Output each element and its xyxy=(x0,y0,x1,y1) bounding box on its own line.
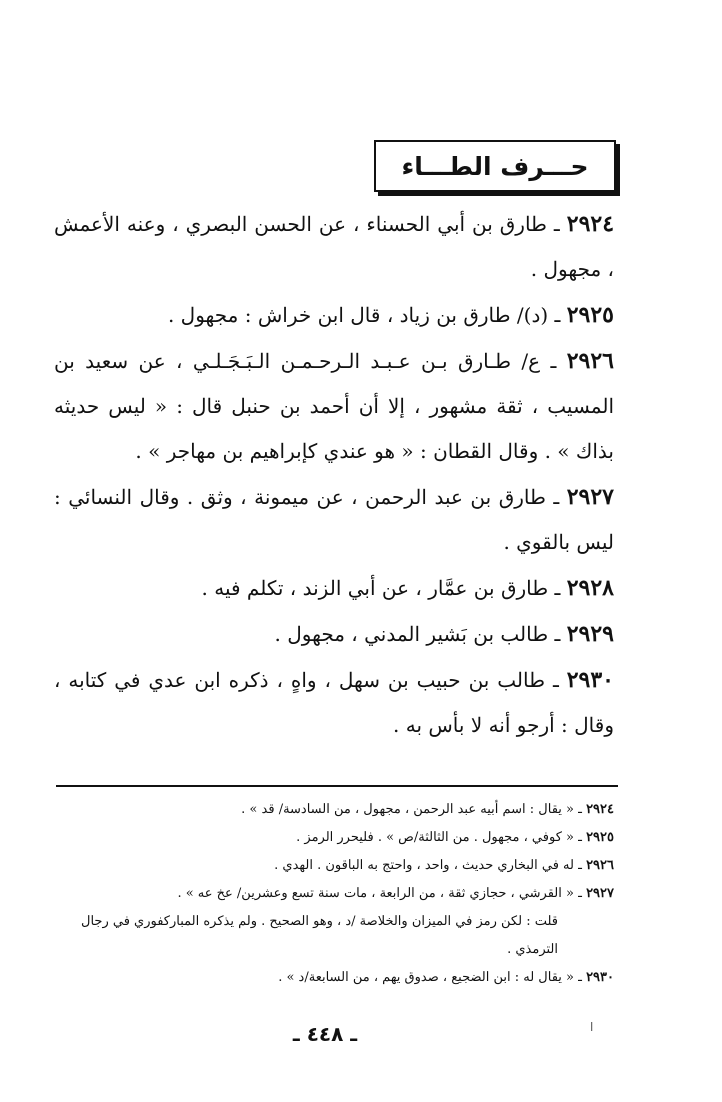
entry-text: ـ ع/ طـارق بـن عـبـد الـرحـمـن الـبَـجَـلـي ، عن سعيد بن المسيب ، ثقة مشهور ، إلا أن أحمد بن حنبل قال : « ليس حديثه بذاك » . وقال القطان : « هو عندي كإبراهيم بن مهاجر » . xyxy=(54,349,614,463)
entry xyxy=(54,566,614,611)
footnote xyxy=(54,964,614,992)
page-number: ـ ٤٤٨ ـ xyxy=(292,1022,358,1046)
entry-number: ٢٩٢٦ xyxy=(566,348,614,374)
entry xyxy=(54,339,614,474)
entry-text: ـ طارق بن عمَّار ، عن أبي الزند ، تكلم فيه . xyxy=(201,576,561,600)
entry-text: ـ طارق بن أبي الحسناء ، عن الحسن البصري ، وعنه الأعمش ، مجهول . xyxy=(54,212,614,281)
footnote-number: ٢٩٢٧ xyxy=(586,886,614,901)
chapter-heading-text: حـــرف الطـــاء xyxy=(401,151,589,181)
entry-number: ٢٩٢٩ xyxy=(566,621,614,647)
entry-number: ٢٩٢٥ xyxy=(566,302,614,328)
footnote-text: ـ « كوفي ، مجهول . من الثالثة/ص » . فليحرر الرمز . xyxy=(296,830,582,845)
entry-text: ـ طارق بن عبد الرحمن ، عن ميمونة ، وثق . وقال النسائي : ليس بالقوي . xyxy=(54,485,614,554)
footnote-text: قلت : لكن رمز في الميزان والخلاصة /د ، وهو الصحيح . ولم يذكره المباركفوري في رجال الترمذي . xyxy=(81,914,558,957)
entry-number: ٢٩٢٧ xyxy=(566,484,614,510)
chapter-heading xyxy=(374,140,616,192)
footnote xyxy=(54,852,614,880)
entry xyxy=(54,475,614,565)
entry xyxy=(54,202,614,292)
main-text xyxy=(54,202,614,749)
margin-mark: ا xyxy=(590,1020,594,1034)
entry-text: ـ طالب بن بَشير المدني ، مجهول . xyxy=(274,622,561,646)
footnote-divider xyxy=(56,785,618,787)
entry-text: ـ طالب بن حبيب بن سهل ، واهٍ ، ذكره ابن عدي في كتابه ، وقال : أرجو أنه لا بأس به . xyxy=(54,668,614,737)
entry xyxy=(54,612,614,657)
footnote xyxy=(54,796,614,824)
footnote-number: ٢٩٣٠ xyxy=(586,970,614,985)
entry xyxy=(54,658,614,748)
footnote-number: ٢٩٢٤ xyxy=(586,802,614,817)
entry-text: ـ (د)/ طارق بن زياد ، قال ابن خراش : مجهول . xyxy=(167,303,561,327)
footnote xyxy=(54,880,614,908)
footnote-continuation xyxy=(54,908,614,964)
entry-number: ٢٩٣٠ xyxy=(566,667,614,693)
footnotes xyxy=(54,796,614,992)
entry-number: ٢٩٢٤ xyxy=(566,211,615,237)
entry-number: ٢٩٢٨ xyxy=(566,575,614,601)
footnote-number: ٢٩٢٦ xyxy=(586,858,614,873)
footnote-text: ـ له في البخاري حديث ، واحد ، واحتج به الباقون . الهدي . xyxy=(274,858,582,873)
footnote-number: ٢٩٢٥ xyxy=(586,830,614,845)
footnote-text: ـ « يقال : اسم أبيه عبد الرحمن ، مجهول ، من السادسة/ قد » . xyxy=(241,802,582,817)
entry xyxy=(54,293,614,338)
footnote xyxy=(54,824,614,852)
footnote-text: ـ « القرشي ، حجازي ثقة ، من الرابعة ، مات سنة تسع وعشرين/ عخ عه » . xyxy=(177,886,582,901)
footnote-text: ـ « يقال له : ابن الضجيع ، صدوق يهم ، من السابعة/د » . xyxy=(278,970,582,985)
